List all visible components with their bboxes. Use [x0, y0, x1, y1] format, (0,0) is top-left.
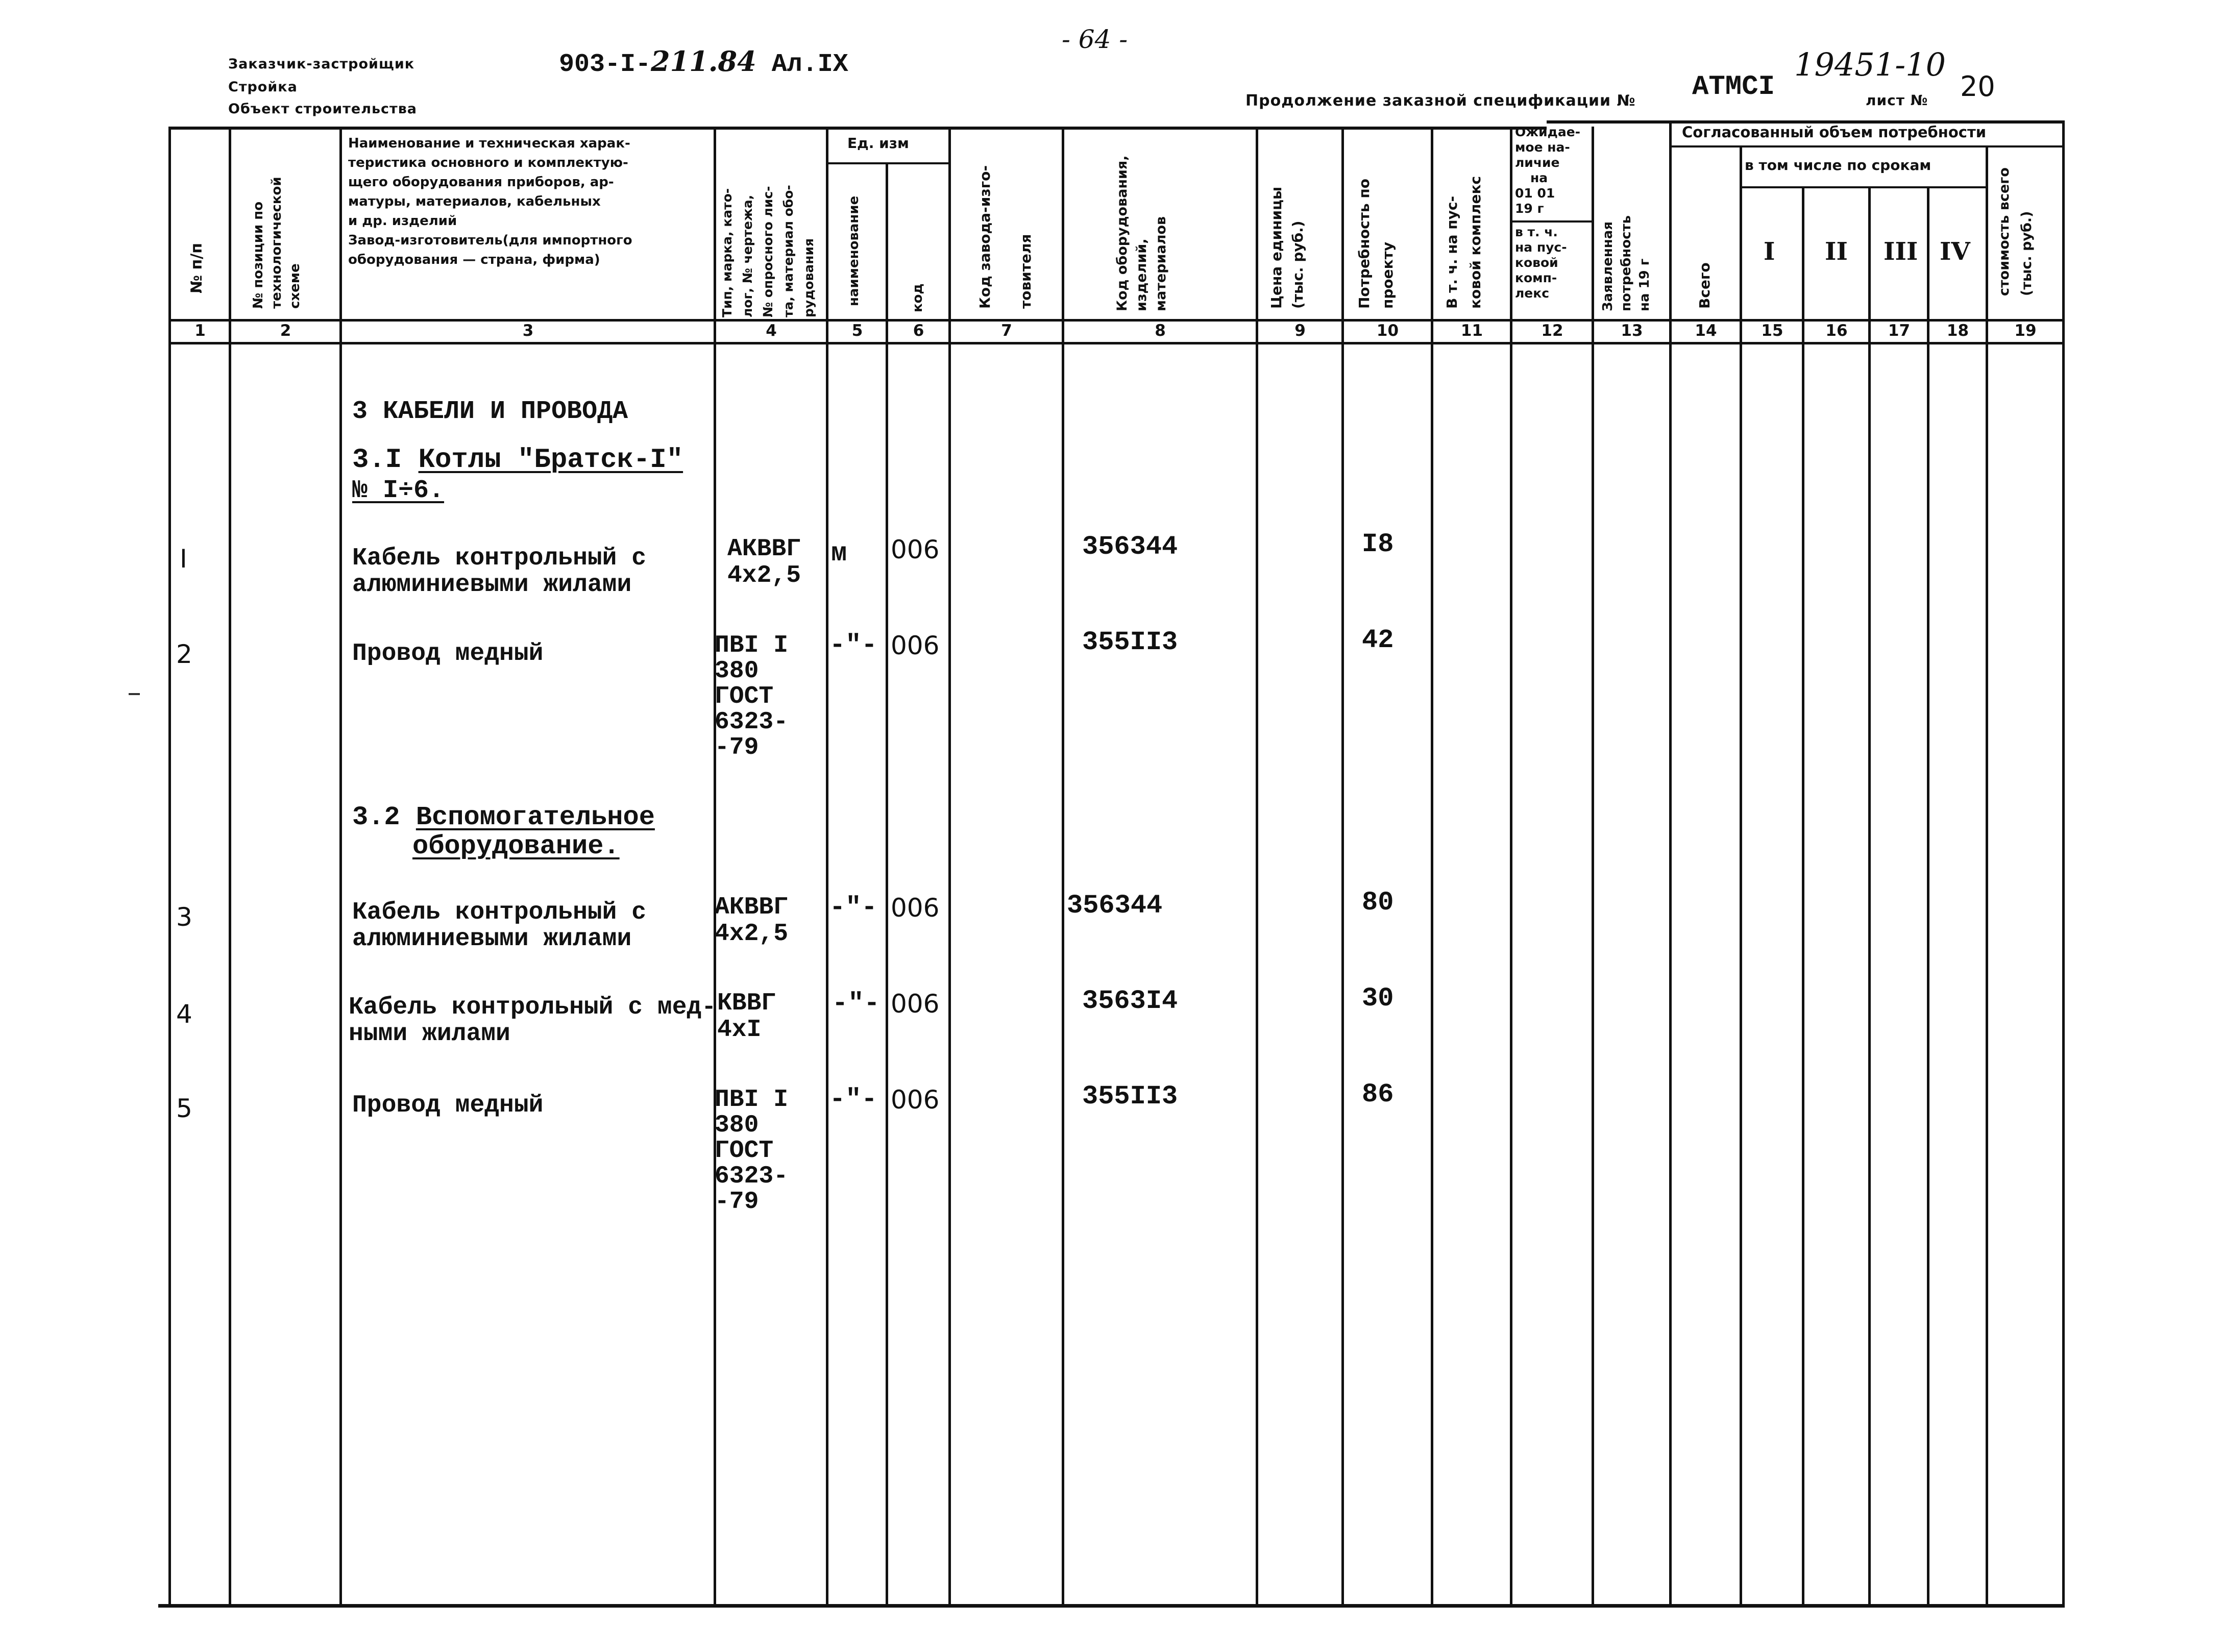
item-type: ПВI I 380 ГОСТ 6323- -79: [715, 1086, 789, 1216]
col-line-10: [1431, 127, 1433, 1606]
col-line-1: [229, 127, 231, 1606]
col-header-1: № п/п: [188, 243, 206, 293]
unit-code: 006: [891, 893, 940, 923]
col-line-3: [714, 127, 716, 1606]
project-quantity: 30: [1362, 983, 1394, 1014]
col-header-4: Тип, марка, като- лог, № чертежа, № опросного лис- та, материал обо- рудования: [720, 185, 816, 317]
equipment-code: 356344: [1067, 891, 1163, 921]
item-type: АКВВГ 4x2,5: [715, 894, 789, 948]
col-number-17: 17: [1888, 322, 1911, 340]
customer-label: Заказчик-застройщик: [228, 56, 415, 72]
row-number: 4: [176, 999, 192, 1029]
equipment-code: 355II3: [1082, 627, 1178, 657]
col-number-7: 7: [1001, 322, 1012, 340]
col-number-3: 3: [522, 322, 534, 340]
project-quantity: I8: [1362, 529, 1394, 559]
col-line-9: [1341, 127, 1344, 1606]
col-header-8: Код оборудования, изделий, материалов: [1114, 155, 1169, 311]
unit-name: -"-: [832, 989, 880, 1019]
col-header-3: Наименование и техническая харак- теристика основного и комплектую- щего оборудования приборов, ар- матуры, материалов, кабельных и др. изделий Завод-изготовитель(для импортного оборудования — страна, фирма): [348, 136, 632, 267]
subsection-2-title: 3.2 Вспомогательное: [352, 802, 655, 832]
col-line-18: [1986, 145, 1988, 1606]
col-number-13: 13: [1621, 322, 1643, 340]
section-title: 3 КАБЕЛИ И ПРОВОДА: [352, 397, 628, 426]
col-line-5: [886, 162, 888, 1606]
col-header-12-launch: в т. ч. на пус- ковой комп- лекс: [1515, 225, 1567, 301]
col-header-13: Заявленная потребность на 19 г: [1600, 215, 1652, 311]
construction-label: Стройка: [228, 79, 298, 95]
col-header-11: В т. ч. на пус- ковой комплекс: [1444, 176, 1484, 309]
col-header-10: Потребность по проекту: [1356, 179, 1396, 309]
item-type: АКВВГ 4x2,5: [727, 535, 801, 589]
project-quantity: 42: [1362, 625, 1394, 655]
col-number-8: 8: [1155, 322, 1166, 340]
col-line-12: [1592, 127, 1594, 1606]
unit-code: 006: [891, 1085, 940, 1115]
col-header-2: № позиции по технологической схеме: [251, 177, 303, 309]
page-number: - 64 -: [1062, 24, 1128, 54]
numbers-bottom-line: [168, 342, 2065, 344]
col-header-9: Цена единицы (тыс. руб.): [1268, 186, 1306, 309]
col-number-10: 10: [1376, 322, 1399, 340]
col-line-2: [339, 127, 342, 1606]
unit-name: -"-: [829, 893, 877, 923]
terms-group-line: [1740, 186, 1986, 188]
col-number-1: 1: [194, 322, 206, 340]
col-number-18: 18: [1946, 322, 1969, 340]
equipment-code: 355II3: [1082, 1081, 1178, 1112]
col-line-4: [826, 127, 828, 1606]
item-type: ПВI I 380 ГОСТ 6323- -79: [715, 632, 789, 761]
doc-code: 903-I-211.84 Ал.IX: [559, 45, 848, 79]
term-header-1: I: [1764, 237, 1775, 266]
spec-label: Продолжение заказной спецификации №: [1245, 92, 1636, 110]
unit-name: -"-: [829, 1084, 877, 1115]
agreed-group-header: Согласованный объем потребности: [1682, 124, 1987, 141]
col-line-8: [1256, 127, 1258, 1606]
unit-code: 006: [891, 535, 940, 564]
col-number-12: 12: [1541, 322, 1563, 340]
table-top-border: [168, 127, 1547, 130]
col-line-6: [948, 127, 951, 1606]
col-line-17: [1927, 186, 1929, 1606]
col-line-0: [168, 127, 171, 1606]
col-number-15: 15: [1761, 322, 1783, 340]
unit-group-header: Ед. изм: [847, 135, 909, 152]
col-line-7: [1062, 127, 1064, 1606]
unit-name: м: [831, 538, 847, 569]
col-line-16: [1868, 186, 1871, 1606]
row-number: I: [180, 544, 187, 574]
row-number: 2: [176, 639, 192, 669]
term-header-2: II: [1825, 237, 1848, 266]
col-line-15: [1802, 186, 1804, 1606]
item-name: Кабель контрольный с алюминиевыми жилами: [352, 545, 647, 599]
unit-name: -"-: [829, 630, 877, 660]
col-header-19: стоимость всего (тыс. руб.): [1996, 167, 2035, 296]
item-name: Кабель контрольный с мед- ными жилами: [349, 994, 717, 1048]
sheet-number: 20: [1960, 70, 1995, 103]
col-header-12: Ожидае- мое на- личие на 01 01 19 г: [1515, 125, 1581, 216]
term-header-4: IV: [1940, 237, 1970, 266]
col-number-6: 6: [913, 322, 924, 340]
col-line-13: [1669, 120, 1672, 1606]
term-header-3: III: [1884, 237, 1918, 266]
item-name: Кабель контрольный с алюминиевыми жилами: [352, 899, 647, 953]
col12-split-line: [1510, 220, 1592, 223]
col-number-11: 11: [1460, 322, 1483, 340]
object-label: Объект строительства: [228, 101, 417, 117]
table-bottom-border: [158, 1604, 2065, 1608]
by-terms-header: в том числе по срокам: [1745, 157, 1931, 174]
col-number-16: 16: [1825, 322, 1848, 340]
row-number: 5: [176, 1094, 192, 1123]
subsection-1-title: 3.I Котлы "Братск-I": [352, 445, 683, 476]
equipment-code: 356344: [1082, 532, 1178, 562]
equipment-code: 3563I4: [1082, 986, 1178, 1016]
sheet-label: лист №: [1866, 92, 1928, 109]
item-name: Провод медный: [352, 640, 544, 668]
col-header-6: код: [910, 283, 925, 312]
item-type: КВВГ 4xI: [717, 990, 776, 1044]
col-header-14: Всего: [1696, 262, 1713, 309]
col-line-11: [1510, 127, 1512, 1606]
spec-number-handwritten: 19451-10: [1794, 46, 1946, 83]
row-number: 3: [176, 902, 192, 932]
col-number-4: 4: [766, 322, 777, 340]
spec-number: АТМСI: [1692, 71, 1775, 103]
col-number-19: 19: [2014, 322, 2037, 340]
subsection-1-boilers: № I÷6.: [352, 476, 445, 505]
col-header-7: Код завода-изго- товителя: [976, 165, 1034, 309]
unit-code: 006: [891, 989, 940, 1019]
agreed-group-line: [1669, 145, 2065, 147]
col-line-19: [2062, 120, 2065, 1606]
col-header-5: наименование: [846, 195, 862, 306]
project-quantity: 80: [1362, 887, 1394, 918]
subsection-2-equipment: оборудование.: [412, 831, 620, 861]
col-number-14: 14: [1695, 322, 1717, 340]
unit-code: 006: [891, 631, 940, 660]
item-name: Провод медный: [352, 1092, 544, 1119]
col-number-5: 5: [851, 322, 863, 340]
col-number-9: 9: [1294, 322, 1306, 340]
col-line-14: [1740, 145, 1742, 1606]
project-quantity: 86: [1362, 1079, 1394, 1109]
margin-mark: [129, 693, 140, 695]
col-number-2: 2: [280, 322, 291, 340]
